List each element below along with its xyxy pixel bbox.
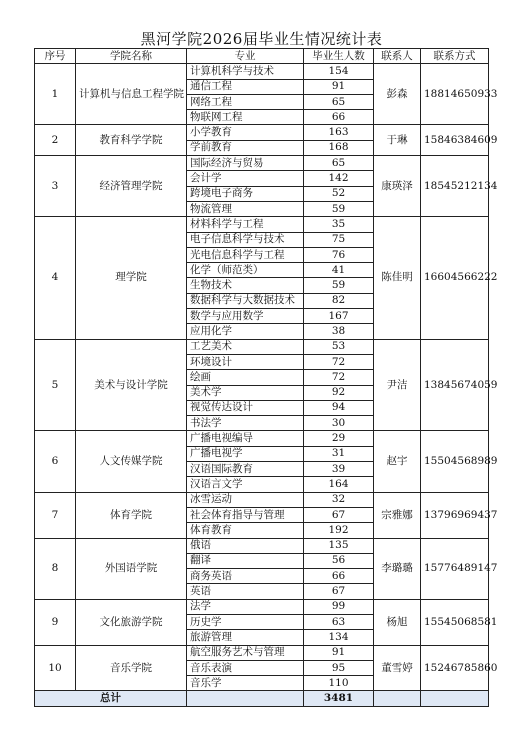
graduate-count: 63 [304,614,374,629]
table-header-row [35,49,489,64]
major-name: 计算机科学与技术 [187,64,304,79]
graduate-count: 32 [304,492,374,507]
major-name: 材料科学与工程 [187,217,304,232]
header-count: 毕业生人数 [304,49,374,64]
college-name: 经济管理学院 [76,156,187,217]
major-name: 会计学 [187,171,304,186]
major-name: 书法学 [187,416,304,431]
graduate-count: 66 [304,110,374,125]
table-row [35,538,489,553]
major-name: 翻译 [187,553,304,568]
major-name: 体育教育 [187,523,304,538]
total-value: 3481 [304,691,374,707]
graduate-count: 135 [304,538,374,553]
major-name: 视觉传达设计 [187,400,304,415]
total-spacer [187,691,304,707]
college-seq: 8 [35,538,76,599]
major-name: 旅游管理 [187,630,304,645]
college-name: 人文传媒学院 [76,431,187,492]
major-name: 汉语言文学 [187,477,304,492]
total-label: 总计 [35,691,187,707]
graduate-count: 38 [304,324,374,339]
graduate-count: 31 [304,446,374,461]
graduate-count: 142 [304,171,374,186]
graduate-count: 163 [304,125,374,140]
college-name: 音乐学院 [76,645,187,691]
graduate-count: 154 [304,64,374,79]
contact-phone: 13796969437 [421,492,489,538]
table-row [35,64,489,79]
table-row [35,217,489,232]
graduate-count: 66 [304,569,374,584]
contact-person: 康瑛泽 [374,156,421,217]
graduate-count: 72 [304,370,374,385]
contact-person: 董雪婷 [374,645,421,691]
contact-person: 宗雅娜 [374,492,421,538]
contact-phone: 18814650933 [421,64,489,125]
college-seq: 5 [35,339,76,431]
graduate-count: 56 [304,553,374,568]
graduate-count: 91 [304,79,374,94]
major-name: 工艺美术 [187,339,304,354]
table-row [35,339,489,354]
contact-phone: 16604566222 [421,217,489,339]
graduate-count: 65 [304,94,374,109]
contact-person: 尹洁 [374,339,421,431]
college-name: 教育科学学院 [76,125,187,156]
major-name: 冰雪运动 [187,492,304,507]
major-name: 光电信息科学与工程 [187,247,304,262]
major-name: 学前教育 [187,140,304,155]
graduate-count: 75 [304,232,374,247]
graduate-count: 91 [304,645,374,660]
major-name: 网络工程 [187,94,304,109]
college-seq: 6 [35,431,76,492]
major-name: 物流管理 [187,201,304,216]
contact-phone: 13845674059 [421,339,489,431]
major-name: 数学与应用数学 [187,309,304,324]
graduate-statistics-table [34,48,498,707]
major-name: 数据科学与大数据技术 [187,293,304,308]
major-name: 生物技术 [187,278,304,293]
table-row [35,599,489,614]
graduate-count: 59 [304,201,374,216]
major-name: 汉语国际教育 [187,462,304,477]
major-name: 俄语 [187,538,304,553]
table-row [35,492,489,507]
contact-person: 陈佳明 [374,217,421,339]
major-name: 应用化学 [187,324,304,339]
graduate-count: 82 [304,293,374,308]
header-contact: 联系人 [374,49,421,64]
table-row [35,125,489,140]
total-spacer [421,691,489,707]
graduate-count: 41 [304,263,374,278]
graduate-count: 67 [304,507,374,522]
contact-person: 彭森 [374,64,421,125]
graduate-count: 134 [304,630,374,645]
college-name: 理学院 [76,217,187,339]
major-name: 法学 [187,599,304,614]
college-name: 文化旅游学院 [76,599,187,645]
contact-phone: 15846384609 [421,125,489,156]
college-seq: 3 [35,156,76,217]
page-title: 黑河学院2026届毕业生情况统计表 [140,30,383,48]
graduate-count: 35 [304,217,374,232]
table-row [35,156,489,171]
graduate-count: 39 [304,462,374,477]
major-name: 广播电视编导 [187,431,304,446]
major-name: 历史学 [187,614,304,629]
graduate-count: 59 [304,278,374,293]
major-name: 物联网工程 [187,110,304,125]
major-name: 绘画 [187,370,304,385]
major-name: 化学（师范类） [187,263,304,278]
major-name: 通信工程 [187,79,304,94]
college-seq: 9 [35,599,76,645]
graduate-count: 92 [304,385,374,400]
graduate-count: 99 [304,599,374,614]
major-name: 音乐表演 [187,660,304,675]
major-name: 电子信息科学与技术 [187,232,304,247]
major-name: 社会体育指导与管理 [187,507,304,522]
contact-phone: 15246785860 [421,645,489,691]
major-name: 跨境电子商务 [187,186,304,201]
graduate-count: 95 [304,660,374,675]
graduate-count: 192 [304,523,374,538]
major-name: 环境设计 [187,354,304,369]
major-name: 航空服务艺术与管理 [187,645,304,660]
graduate-count: 164 [304,477,374,492]
table-body [35,64,498,691]
contact-phone: 18545212134 [421,156,489,217]
graduate-count: 168 [304,140,374,155]
graduate-count: 53 [304,339,374,354]
header-phone: 联系方式 [421,49,489,64]
contact-phone: 15545068581 [421,599,489,645]
college-seq: 2 [35,125,76,156]
college-name: 美术与设计学院 [76,339,187,431]
contact-person: 杨旭 [374,599,421,645]
college-seq: 7 [35,492,76,538]
college-name: 外国语学院 [76,538,187,599]
graduate-count: 167 [304,309,374,324]
graduate-count: 76 [304,247,374,262]
contact-person: 赵宇 [374,431,421,492]
contact-phone: 15504568989 [421,431,489,492]
graduate-count: 94 [304,400,374,415]
college-name: 计算机与信息工程学院 [76,64,187,125]
graduate-count: 30 [304,416,374,431]
college-seq: 4 [35,217,76,339]
college-name: 体育学院 [76,492,187,538]
graduate-count: 72 [304,354,374,369]
header-college: 学院名称 [76,49,187,64]
major-name: 国际经济与贸易 [187,156,304,171]
total-row [35,691,489,707]
graduate-count: 29 [304,431,374,446]
major-name: 美术学 [187,385,304,400]
major-name: 广播电视学 [187,446,304,461]
major-name: 小学教育 [187,125,304,140]
table-row [35,645,489,660]
major-name: 音乐学 [187,676,304,691]
contact-phone: 15776489147 [421,538,489,599]
total-spacer [374,691,421,707]
graduate-count: 65 [304,156,374,171]
graduate-count: 67 [304,584,374,599]
graduate-count: 110 [304,676,374,691]
header-seq: 序号 [35,49,76,64]
graduate-count: 52 [304,186,374,201]
contact-person: 李璐璐 [374,538,421,599]
major-name: 商务英语 [187,569,304,584]
college-seq: 10 [35,645,76,691]
contact-person: 于琳 [374,125,421,156]
college-seq: 1 [35,64,76,125]
major-name: 英语 [187,584,304,599]
table-row [35,431,489,446]
header-major: 专业 [187,49,304,64]
